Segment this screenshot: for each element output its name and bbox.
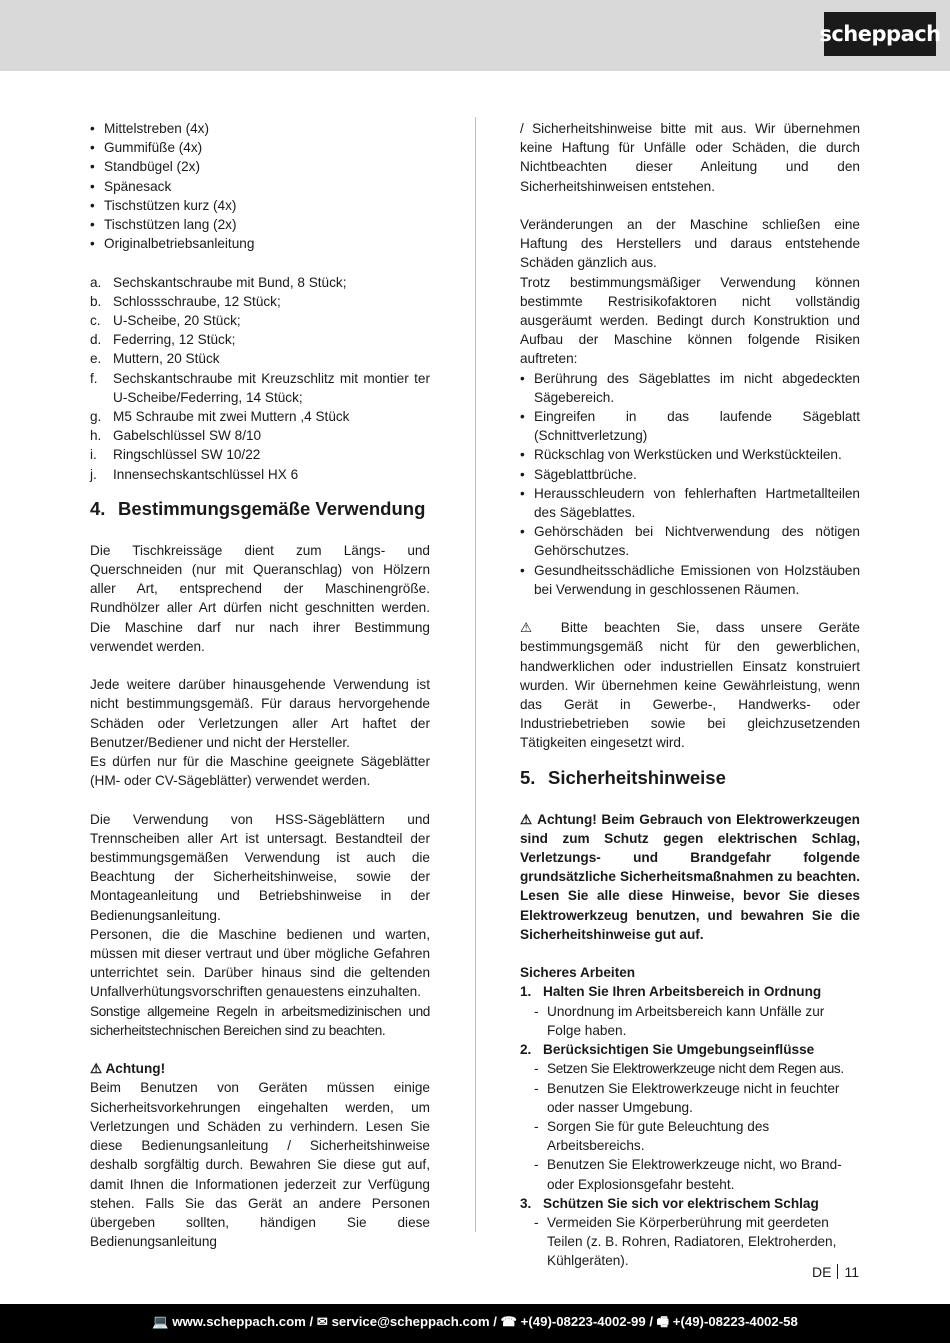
list-marker: - [534,1003,539,1019]
list-item [90,445,430,464]
list-marker: • [520,562,525,578]
paragraph: Trotz bestimmungsmäßiger Verwendung können bestimmte Restrisikofaktoren nicht vollständig ausgeräumt werden. Bedingt durch Konstruktion und Aufbau der Maschine können folgende Risiken auftreten: [520,274,860,367]
list-item [520,1059,860,1078]
page-number: DE 11 [812,1264,859,1280]
list-item-text: Muttern, 20 Stück [113,351,220,367]
risk-list [520,369,860,599]
list-item-text: Ringschlüssel SW 10/22 [113,447,261,463]
list-item-text: Herausschleudern von fehlerhaften Hartmetallteilen des Sägeblattes. [534,485,860,521]
list-marker: • [90,178,95,194]
list-item-text: Sechskantschraube mit Kreuzschlitz mit montier ter U-Scheibe/Federring, 14 Stück; [113,370,430,405]
list-item-text: Gesundheitsschädliche Emissionen von Holzstäuben bei Verwendung in geschlossenen Räumen. [534,562,860,597]
list-item-text: U-Scheibe, 20 Stück; [113,313,241,329]
list-item [90,215,430,234]
numbered-item: 2. Berücksichtigen Sie Umgebungseinflüsse [520,1042,815,1058]
list-marker: d. [90,332,102,348]
paragraph: Jede weitere darüber hinausgehende Verwendung ist nicht bestimmungsgemäß. Für daraus hervorgehende Schäden oder Verletzungen aller Art haftet der Benutzer/Bediener und nicht der Hersteller. [90,677,430,750]
list-item [520,465,860,484]
list-item [90,177,430,196]
list-marker: • [90,140,95,156]
list-item-text: Unordnung im Arbeitsbereich kann Unfälle zur Folge haben. [547,1003,825,1038]
list-item [90,426,430,445]
subheading-safe-work: Sicheres Arbeiten [520,965,636,981]
list-marker: e. [90,351,102,367]
list-item-text: Innensechskantschlüssel HX 6 [113,466,299,482]
list-item [520,407,860,445]
list-item [90,292,430,311]
list-marker: • [520,485,525,501]
list-marker: - [534,1061,539,1077]
list-marker: f. [90,370,98,386]
list-marker: • [90,217,95,233]
dash-list [520,1002,860,1040]
list-item [90,349,430,368]
numbered-item: 3. Schützen Sie sich vor elektrischem Schlag [520,1195,819,1211]
list-item [520,1213,860,1271]
list-item-text: Gabelschlüssel SW 8/10 [113,428,262,444]
list-item-text: Gummifüße (4x) [104,140,203,156]
contact-info: 💻 www.scheppach.com / ✉ service@scheppach.com / ☎ +(49)-08223-4002-99 / 🖷 +(49)-08223-4002-58 [152,1313,798,1329]
safety-warning: ⚠ Achtung! Beim Gebrauch von Elektrowerkzeugen sind zum Schutz gegen elektrischen Schlag, Verletzungs- und Brandgefahr folgende grundsätzliche Sicherheitsmaßnahmen zu beachten. Lesen Sie alle diese Hinweise, bevor Sie dieses Elektrowerkzeug benutzen, und bewahren Sie die Sicherheitshinweise gut auf. [520,811,860,942]
paragraph: Es dürfen nur für die Maschine geeignete Sägeblätter (HM- oder CV-Sägeblätter) verwendet werden. [90,754,430,789]
list-marker: • [520,409,525,425]
list-item-text: Rückschlag von Werkstücken und Werkstückteilen. [534,447,842,463]
paragraph: / Sicherheitshinweise bitte mit aus. Wir übernehmen keine Haftung für Unfälle oder Schäden, die durch Nichtbeachten dieser Anleitung und den Sicherheitshinweisen entstehen. [520,121,860,194]
paragraph: Die Verwendung von HSS-Sägeblättern und Trennscheiben aller Art ist untersagt. Bestandteil der bestimmungsgemäßen Verwendung ist auch die Beachtung der Sicherheitshinweise, sowie der Montageanleitung und Betriebshinweise in der Bedienungsanleitung. [90,811,430,923]
list-item [90,157,430,176]
warning-text: Beim Benutzen von Geräten müssen einige Sicherheitsvorkehrungen eingehalten werden, um Verletzungen und Schäden zu verhindern. Lesen Sie diese Bedienungsanleitung / Sicherheitshinweise deshalb sorgfältig durch. Bewahren Sie diese gut auf, damit Ihnen die Informationen jederzeit zur Verfügung stehen. Falls Sie das Gerät an andere Personen übergeben sollten, händigen Sie diese Bedienungsanleitung [90,1080,430,1250]
warning-title: ⚠ Achtung! [90,1061,166,1077]
list-marker: j. [90,466,97,482]
list-item [90,138,430,157]
list-item [520,561,860,599]
list-item-text: Tischstützen kurz (4x) [104,197,237,213]
dash-list [520,1059,860,1193]
list-marker: • [520,524,525,540]
warning-paragraph: ⚠ Bitte beachten Sie, dass unsere Geräte bestimmungsgemäß nicht für den gewerblichen, handwerklichen oder industriellen Einsatz konstruiert wurden. Wir übernehmen keine Gewährleistung, wenn das Gerät in Gewerbe-, Handwerks- oder Industriebetrieben sowie bei gleichzusetzenden Tätigkeiten eingesetzt wird. [520,620,860,751]
list-marker: • [520,370,525,386]
header-bar [0,0,950,71]
list-item [90,234,430,253]
list-marker: - [534,1080,539,1096]
paragraph: Sonstige allgemeine Regeln in arbeitsmedizinischen und sicherheitstechnischen Bereichen sind zu beachten. [90,1003,430,1038]
list-marker: - [534,1214,539,1230]
column-divider [475,117,476,1232]
list-marker: • [90,236,95,252]
dash-list [520,1213,860,1271]
list-item-text: Benutzen Sie Elektrowerkzeuge nicht, wo Brand- oder Explosionsgefahr besteht. [547,1157,842,1192]
footer-bar [0,1304,950,1343]
list-marker: i. [90,447,97,463]
list-item [90,369,430,407]
list-item-text: Mittelstreben (4x) [104,121,210,136]
list-marker: • [90,159,95,175]
list-marker: • [90,197,95,213]
list-item [90,407,430,426]
list-item [90,196,430,215]
list-item [520,1079,860,1117]
list-item-text: Vermeiden Sie Körperberührung mit geerdeten Teilen (z. B. Rohren, Radiatoren, Elektroherden, Kühlgeräten). [547,1214,837,1269]
paragraph: Veränderungen an der Maschine schließen eine Haftung des Herstellers und daraus entstehende Schäden gänzlich aus. [520,217,860,271]
list-marker: b. [90,293,102,309]
section-4-heading: 4. Bestimmungsgemäße Verwendung [90,497,426,519]
section-5-heading: 5. Sicherheitshinweise [520,766,726,788]
list-marker: - [534,1118,539,1134]
list-item [90,311,430,330]
paragraph: Die Tischkreissäge dient zum Längs- und Querschneiden (nur mit Queranschlag) von Hölzern aller Art, entsprechend der Maschinengröße. Rundhölzer aller Art dürfen nicht geschnitten werden. Die Maschine darf nur nach ihrer Bestimmung verwendet werden. [90,542,430,654]
list-item-text: Sorgen Sie für gute Beleuchtung des Arbeitsbereichs. [547,1118,770,1154]
list-item-text: Setzen Sie Elektrowerkzeuge nicht dem Regen aus. [547,1061,844,1077]
accessories-list [90,119,430,253]
list-item [90,119,430,138]
list-item-text: Eingreifen in das laufende Sägeblatt (Schnittverletzung) [534,409,860,444]
list-item-text: Berührung des Sägeblattes im nicht abgedeckten Sägebereich. [534,370,860,405]
numbered-item: 1. Halten Sie Ihren Arbeitsbereich in Ordnung [520,984,822,1000]
list-marker: a. [90,274,102,290]
list-item-text: Federring, 12 Stück; [113,332,236,348]
brand-logo: scheppach [824,12,936,56]
list-marker: • [90,121,95,136]
list-item-text: Gehörschäden bei Nichtverwendung des nötigen Gehörschutzes. [534,524,860,559]
list-item [520,1155,860,1193]
list-item [520,445,860,464]
list-item [90,330,430,349]
list-item [520,522,860,560]
list-marker: g. [90,409,102,425]
list-item [520,369,860,407]
list-item [520,1117,860,1155]
list-item-text: Originalbetriebsanleitung [104,236,255,252]
left-column [90,119,430,1251]
parts-list [90,273,430,484]
list-marker: c. [90,313,101,329]
right-column [520,119,860,1271]
list-item [520,484,860,522]
list-item-text: Tischstützen lang (2x) [104,217,237,233]
list-marker: h. [90,428,102,444]
list-item [90,273,430,292]
list-item-text: Sechskantschraube mit Bund, 8 Stück; [113,274,347,290]
list-marker: - [534,1157,539,1173]
list-item-text: Spänesack [104,178,172,194]
list-item [520,1002,860,1040]
list-item-text: Schlossschraube, 12 Stück; [113,293,281,309]
list-item-text: Benutzen Sie Elektrowerkzeuge nicht in feuchter oder nasser Umgebung. [547,1080,840,1115]
list-item [90,465,430,484]
list-item-text: M5 Schraube mit zwei Muttern ,4 Stück [113,409,350,425]
list-item-text: Sägeblattbrüche. [534,466,637,482]
list-marker: • [520,447,525,463]
list-marker: • [520,466,525,482]
paragraph: Personen, die die Maschine bedienen und warten, müssen mit dieser vertraut und über mögliche Gefahren unterrichtet sein. Darüber hinaus sind die geltenden Unfallverhütungsvorschriften genauestens einzuhalten. [90,926,430,1000]
list-item-text: Standbügel (2x) [104,159,200,175]
